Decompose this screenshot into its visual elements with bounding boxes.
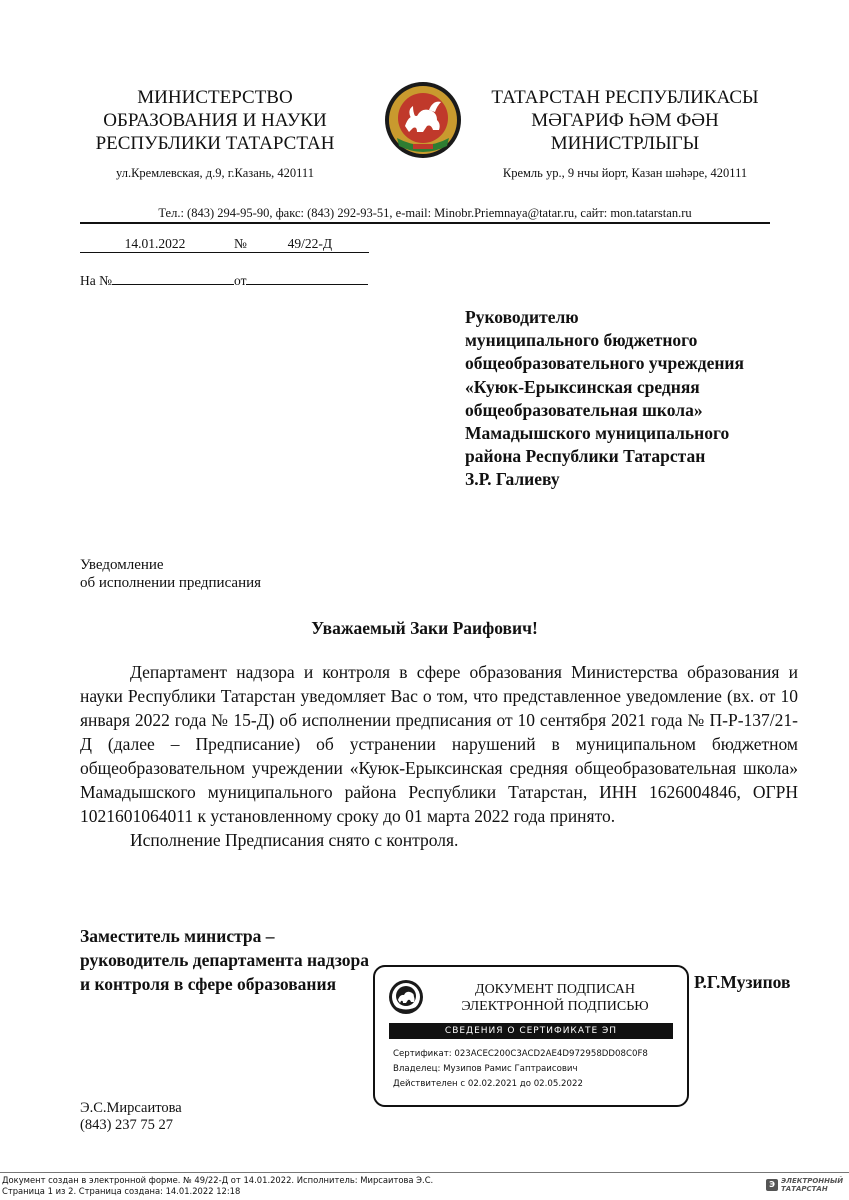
certificate-validity: Действителен с 02.02.2021 до 02.05.2022: [393, 1079, 583, 1089]
header-divider: [80, 222, 770, 224]
electronic-signature-stamp: [373, 965, 689, 1107]
addressee-line: района Республики Татарстан: [465, 446, 706, 467]
ref-number-blank: [112, 270, 234, 285]
signer-position: [80, 924, 369, 996]
body-paragraph: Департамент надзора и контроля в сфере образования Министерства образования и науки Республики Татарстан уведомляет Вас о том, что представленное уведомление (вх. от 10 января 2022 года № 15-Д) об исполнении предписания от 10 сентября 2021 года № П-Р-137/21-Д (далее – Предписание) об устранении нарушений в муниципальном бюджетном общеобразовательном учреждении «Куюк-Ерыксинская средняя общеобразовательная школа» Мамадышского муниципального района Республики Татарстан, ИНН 1626004846, ОГРН 1021601064011 к установленному сроку до 01 марта 2022 года принято.: [80, 662, 798, 826]
certificate-owner: Владелец: Музипов Рамис Гаптраисович: [393, 1064, 578, 1074]
subject-block: [80, 556, 261, 592]
contact-line: Тел.: (843) 294-95-90, факс: (843) 292-93-51, e-mail: Minobr.Priemnaya@tatar.ru, сайт: mon.tatarstan.ru: [158, 206, 692, 220]
ministry-name-russian: [60, 86, 370, 155]
subject-line: Уведомление: [80, 557, 164, 573]
signer-position-line: Заместитель министра –: [80, 926, 275, 946]
header-right-line: ТАТАРСТАН РЕСПУБЛИКАСЫ: [491, 87, 759, 108]
addressee-line: муниципального бюджетного: [465, 330, 698, 351]
addressee-line: общеобразовательного учреждения: [465, 353, 744, 374]
signer-position-line: руководитель департамента надзора: [80, 950, 370, 970]
signer-position-line: и контроля в сфере образования: [80, 974, 337, 994]
addressee-line: З.Р. Галиеву: [465, 469, 560, 490]
header-left-line: РЕСПУБЛИКИ ТАТАРСТАН: [95, 133, 335, 154]
header-left-line: МИНИСТЕРСТВО: [137, 87, 293, 108]
stamp-title-line: ДОКУМЕНТ ПОДПИСАН: [475, 982, 635, 997]
certificate-number: Сертификат: 023ACEC200C3ACD2AE4D972958DD08C0F8: [393, 1049, 648, 1059]
ministry-name-tatar: [470, 86, 780, 155]
executor-block: [80, 1100, 182, 1134]
number-label: №: [230, 236, 251, 253]
e-tatarstan-icon: Э: [766, 1179, 778, 1191]
addressee-line: «Куюк-Ерыксинская средняя: [465, 376, 700, 397]
addressee-line: Руководителю: [465, 307, 579, 327]
stamp-emblem-icon: [388, 979, 424, 1017]
ref-date-blank: [246, 270, 368, 285]
page-footer: [2, 1175, 433, 1196]
tatarstan-coat-of-arms-icon: [383, 80, 463, 164]
greeting: Уважаемый Заки Раифович!: [311, 618, 538, 638]
registration-number: 49/22-Д: [251, 236, 369, 253]
footer-line: Документ создан в электронной форме. № 49/22-Д от 14.01.2022. Исполнитель: Мирсаитова Э.С.: [2, 1175, 434, 1185]
addressee-block: [465, 306, 825, 492]
letter-body: [80, 660, 798, 852]
reference-line: [80, 270, 368, 289]
addressee-line: общеобразовательная школа»: [465, 399, 703, 420]
certificate-info-bar: СВЕДЕНИЯ О СЕРТИФИКАТЕ ЭП: [389, 1023, 673, 1039]
footer-logo-line: ТАТАРСТАН: [781, 1184, 828, 1193]
certificate-details: [393, 1047, 648, 1092]
header-right-line: МӘГАРИФ ҺӘМ ФӘН: [531, 110, 719, 131]
footer-divider: [0, 1172, 849, 1173]
header-right-line: МИНИСТРЛЫГЫ: [550, 133, 700, 154]
addressee-line: Мамадышского муниципального: [465, 423, 730, 444]
executor-phone: (843) 237 75 27: [80, 1117, 174, 1133]
signer-name: Р.Г.Музипов: [694, 972, 791, 992]
stamp-title-line: ЭЛЕКТРОННОЙ ПОДПИСЬЮ: [461, 999, 649, 1014]
footer-line: Страница 1 из 2. Страница создана: 14.01.2022 12:18: [2, 1185, 241, 1196]
stamp-title: [435, 981, 675, 1015]
executor-name: Э.С.Мирсаитова: [80, 1100, 182, 1116]
body-paragraph: Исполнение Предписания снято с контроля.: [130, 830, 459, 850]
subject-line: об исполнении предписания: [80, 575, 262, 591]
ref-number-label: На №: [80, 273, 112, 288]
ref-from-label: от: [234, 273, 247, 288]
address-russian: ул.Кремлевская, д.9, г.Казань, 420111: [116, 166, 314, 180]
header-left-line: ОБРАЗОВАНИЯ И НАУКИ: [103, 110, 327, 131]
registration-date: 14.01.2022: [80, 236, 230, 253]
footer-logo-line: ЭЛЕКТРОННЫЙ: [781, 1177, 844, 1185]
registration-line: [80, 236, 369, 253]
address-tatar: Кремль ур., 9 нчы йорт, Казан шәһәре, 420111: [502, 166, 748, 180]
